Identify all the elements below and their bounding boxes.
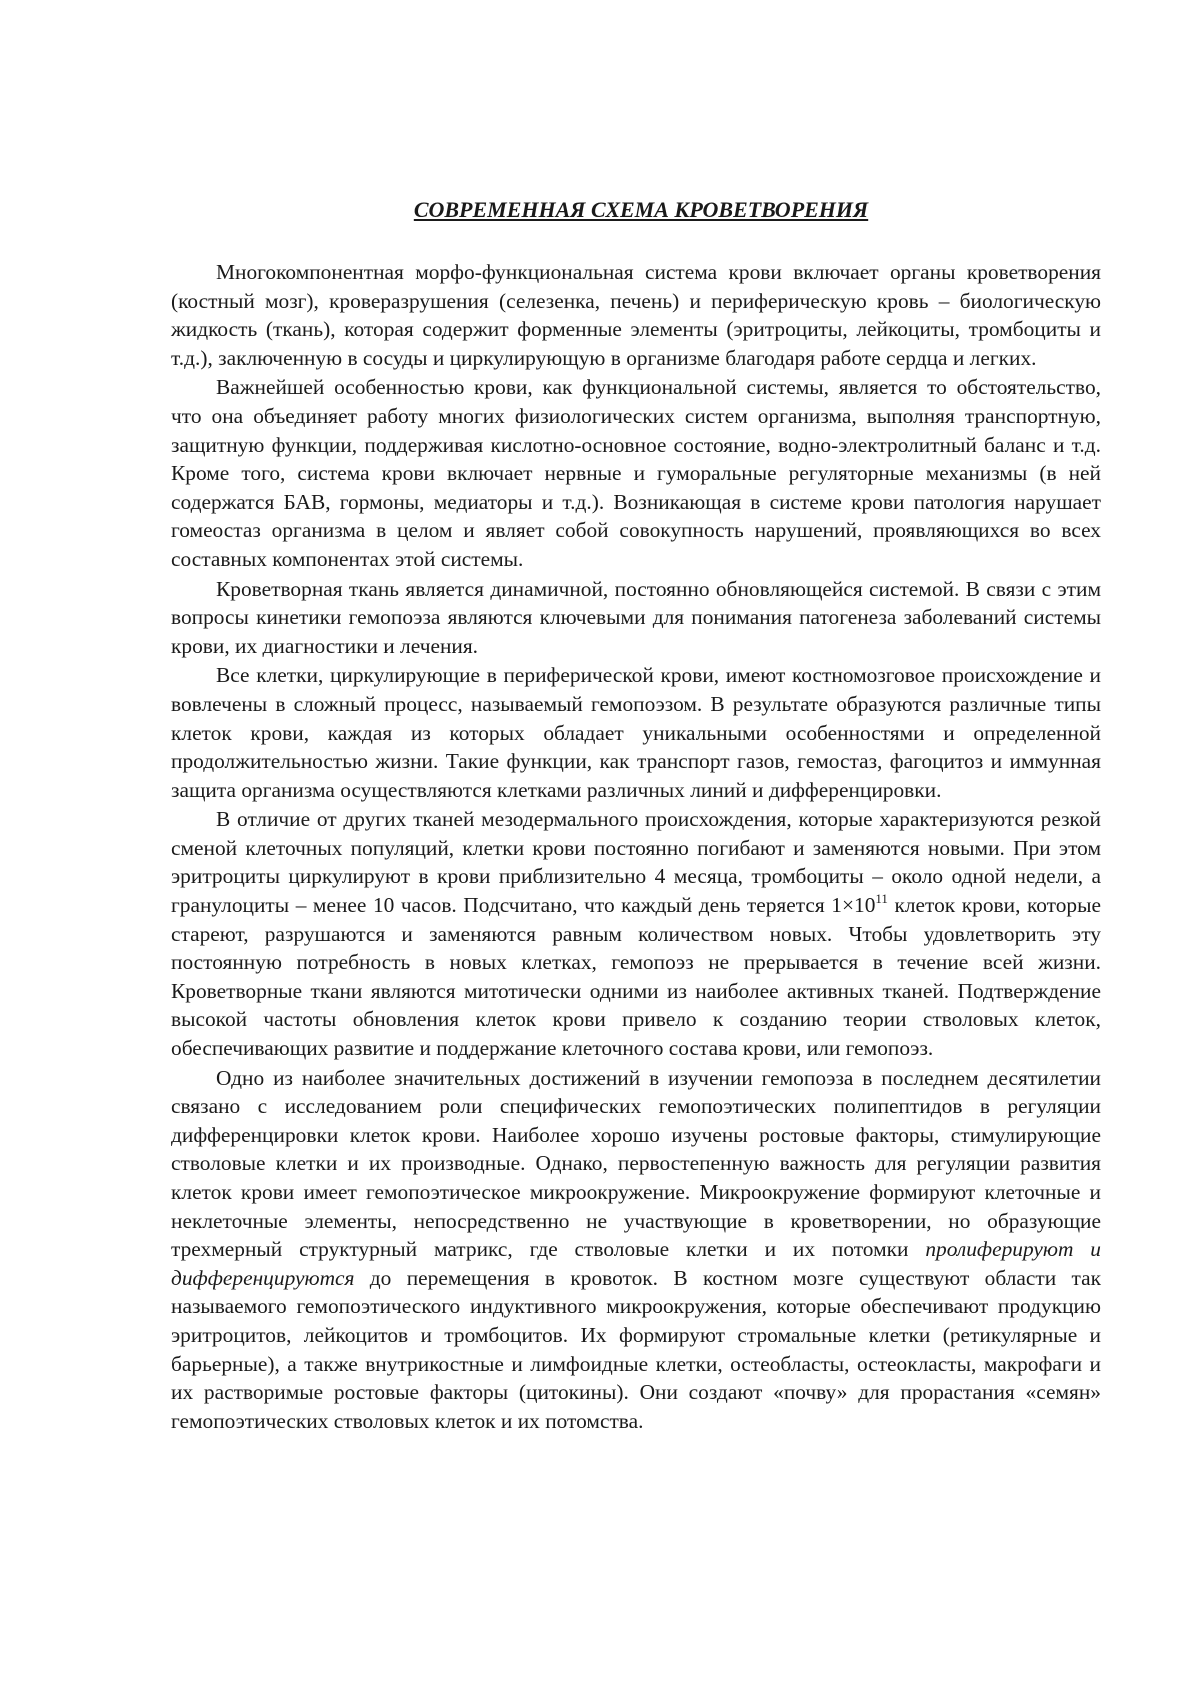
paragraph-3: Кроветворная ткань является динамичной, постоянно обновляющейся системой. В связи с этим вопросы кинетики гемопоэза являются ключевыми для понимания патогенеза заболеваний системы крови, их диагностики и лечения. — [171, 576, 1101, 658]
paragraph-6-text-start: Одно из наиболее значительных достижений в изучении гемопоэза в последнем десятилетии связано с исследованием роли специфических гемопоэтических полипептидов в регуляции дифференцировки клеток крови. Наиболее хорошо изучены ростовые факторы, стимулирующие стволовые клетки и их производные. Однако, первостепенную важность для регуляции развития клеток крови имеет гемопоэтическое микроокружение. Микроокружение формируют клеточные и неклеточные элементы, непосредственно не участвующие в кроветворении, но образующие трехмерный структурный матрикс, где стволовые клетки и их потомки — [171, 1065, 1101, 1262]
paragraph-6-text-end: до перемещения в кровоток. В костном мозге существуют области так называемого гемопоэтического индуктивного микроокружения, которые обеспечивают продукцию эритроцитов, лейкоцитов и тромбоцитов. Их формируют стромальные клетки (ретикулярные и барьерные), а также внутрикостные и лимфоидные клетки, остеобласты, остеокласты, макрофаги и их растворимые ростовые факторы (цитокины). Они создают «почву» для прорастания «семян» гемопоэтических стволовых клеток и их потомства. — [171, 1265, 1101, 1433]
paragraph-5 — [171, 805, 1101, 1062]
paragraph-5-text-end: клеток крови, которые стареют, разрушаются и заменяются равным количеством новых. Чтобы удовлетворить эту постоянную потребность в новых клетках, гемопоэз не прерывается в течение всей жизни. Кроветворные ткани являются митотически одними из наиболее активных тканей. Подтверждение высокой частоты обновления клеток крови привело к созданию теории стволовых клеток, обеспечивающих развитие и поддержание клеточного состава крови, или гемопоэз. — [171, 893, 1101, 1061]
paragraph-6 — [171, 1064, 1101, 1436]
paragraph-2: Важнейшей особенностью крови, как функциональной системы, является то обстоятельство, что она объединяет работу многих физиологических систем организма, выполняя транспортную, защитную функции, поддерживая кислотно-основное состояние, водно-электролитный баланс и т.д. Кроме того, система крови включает нервные и гуморальные регуляторные механизмы (в ней содержатся БАВ, гормоны, медиаторы и т.д.). Возникающая в системе крови патология нарушает гомеостаз организма в целом и являет собой совокупность нарушений, проявляющихся во всех составных компонентах этой системы. — [171, 375, 1101, 571]
paragraph-4: Все клетки, циркулирующие в периферической крови, имеют костномозговое происхождение и вовлечены в сложный процесс, называемый гемопоэзом. В результате образуются различные типы клеток крови, каждая из которых обладает уникальными особенностями и определенной продолжительностью жизни. Такие функции, как транспорт газов, гемостаз, фагоцитоз и иммунная защита организма осуществляются клетками различных линий и дифференцировки. — [171, 663, 1101, 802]
paragraph-5-text-start: В отличие от других тканей мезодермального происхождения, которые характеризуются резкой сменой клеточных популяций, клетки крови постоянно погибают и заменяются новыми. При этом эритроциты циркулируют в крови приблизительно 4 месяца, тромбоциты – около одной недели, а гранулоциты – менее 10 часов. Подсчитано, что каждый день теряется 1×10 — [171, 807, 1101, 918]
italic-phrase: пролиферируют и дифференцируются — [171, 1237, 1101, 1290]
paragraph-1: Многокомпонентная морфо-функциональная система крови включает органы кроветворения (костный мозг), кроверазрушения (селезенка, печень) и периферическую кровь – биологическую жидкость (ткань), которая содержит форменные элементы (эритроциты, лейкоциты, тромбоциты и т.д.), заключенную в сосуды и циркулирующую в организме благодаря работе сердца и легких. — [171, 260, 1101, 370]
document-title: СОВРЕМЕННАЯ СХЕМА КРОВЕТВОРЕНИЯ — [413, 197, 869, 222]
exponent-superscript: 11 — [875, 891, 888, 907]
document-page — [171, 195, 1101, 1435]
